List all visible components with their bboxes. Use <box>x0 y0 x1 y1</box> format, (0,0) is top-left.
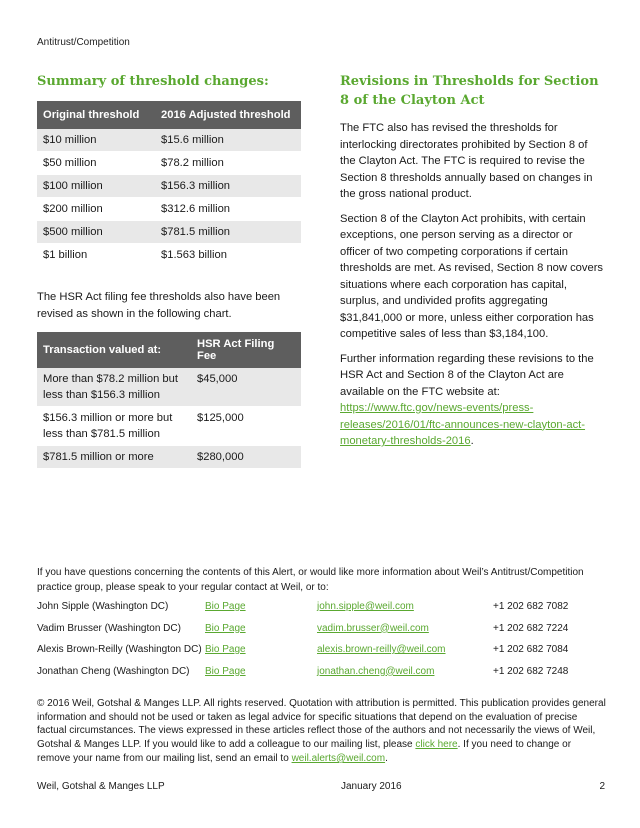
table-row <box>37 446 301 469</box>
legal-notice <box>37 697 607 766</box>
footer-firm-name: Weil, Gotshal & Manges LLP <box>37 781 165 792</box>
table-cell: $781.5 million or more <box>37 446 191 469</box>
table-cell: $50 million <box>37 152 155 175</box>
table-cell: More than $78.2 million but less than $156.3 million <box>37 368 191 407</box>
contact-row <box>37 623 607 645</box>
table-cell: $500 million <box>37 221 155 244</box>
contact-name: John Sipple (Washington DC) <box>37 601 169 612</box>
contact-intro: If you have questions concerning the contents of this Alert, or would like more information about Weil’s Antitrust/Competition practice group, please speak to your regular contact at Weil, or to: <box>37 567 584 593</box>
paragraph-section-8: Section 8 of the Clayton Act prohibits, with certain exceptions, one person serving as a director or officer of two competing corporations if certain thresholds are met. As revised, Section 8 now covers situations where each corporation has capital, surplus, and undivided profits aggregating $31,841,000 or more, unless either corporation has competitive sales of less than $3,184,100. <box>340 212 604 340</box>
clayton-act-title: Revisions in Thresholds for Section 8 of the Clayton Act <box>340 74 599 108</box>
threshold-table <box>37 101 301 267</box>
table-row <box>37 221 301 244</box>
left-column <box>37 72 301 469</box>
weil-alerts-email-link[interactable]: weil.alerts@weil.com <box>291 752 386 764</box>
table-cell: $312.6 million <box>155 198 301 221</box>
ftc-press-release-link[interactable]: https://www.ftc.gov/news-events/press-releases/2016/01/ftc-announces-new-clayton-act-monetary-thresholds-2016 <box>340 402 586 447</box>
table-cell: $45,000 <box>191 368 301 407</box>
col-header-original: Original threshold <box>37 101 155 129</box>
bio-page-link[interactable]: Bio Page <box>205 622 246 634</box>
table-cell: $78.2 million <box>155 152 301 175</box>
table-cell: $200 million <box>37 198 155 221</box>
col-header-adjusted: 2016 Adjusted threshold <box>155 101 301 129</box>
bio-page-link[interactable]: Bio Page <box>205 644 246 655</box>
filing-fee-table-header <box>37 332 301 368</box>
filing-fee-table <box>37 332 301 469</box>
col-header-transaction: Transaction valued at: <box>37 332 191 368</box>
table-cell: $100 million <box>37 175 155 198</box>
email-link[interactable]: john.sipple@weil.com <box>317 601 414 612</box>
table-cell: $1.563 billion <box>155 244 301 267</box>
footer-date: January 2016 <box>341 781 402 792</box>
table-row <box>37 407 301 446</box>
table-cell: $15.6 million <box>155 129 301 152</box>
col-header-fee: HSR Act Filing Fee <box>191 332 301 368</box>
contact-row <box>37 601 607 623</box>
further-info-text: Further information regarding these revisions to the HSR Act and Section 8 of the Clayton Act are available on the FTC website at: <box>340 352 594 398</box>
phone-number: +1 202 682 7082 <box>493 601 569 612</box>
table-row <box>37 368 301 407</box>
table-row <box>37 175 301 198</box>
email-link[interactable]: vadim.brusser@weil.com <box>317 622 429 634</box>
contact-row <box>37 644 607 666</box>
table-row <box>37 152 301 175</box>
paragraph-further-info <box>340 351 604 450</box>
legal-text-2: . If you need to change or remove your name from our mailing list, send an email to <box>37 739 572 764</box>
contact-list <box>37 601 607 687</box>
fee-intro-paragraph: The HSR Act filing fee thresholds also have been revised as shown in the following chart. <box>37 291 281 320</box>
click-here-link[interactable]: click here <box>415 739 458 751</box>
bio-page-link[interactable]: Bio Page <box>205 601 246 612</box>
table-cell: $125,000 <box>191 407 301 446</box>
summary-title: Summary of threshold changes: <box>37 74 269 89</box>
email-link[interactable]: jonathan.cheng@weil.com <box>317 665 435 677</box>
table-cell: $1 billion <box>37 244 155 267</box>
legal-text-1: © 2016 Weil, Gotshal & Manges LLP. All rights reserved. Quotation with attribution is permitted. This publication provides general information and should not be used or taken as legal advice for specific situations that depend on the evaluation of precise factual circumstances. The views expressed in these articles reflect those of the authors and not necessarily the views of Weil, Gotshal & Manges LLP. If you would like to add a colleague to our mailing list, please <box>37 698 606 751</box>
legal-text-3: . <box>385 752 388 764</box>
paragraph-ftc-revision: The FTC also has revised the thresholds for interlocking directorates prohibited by Section 8 of the Clayton Act. The FTC is required to revise the Section 8 thresholds annually based on changes in the gross national product. <box>340 122 593 200</box>
email-link[interactable]: alexis.brown-reilly@weil.com <box>317 644 446 655</box>
threshold-table-header <box>37 101 301 129</box>
contact-name: Vadim Brusser (Washington DC) <box>37 622 181 634</box>
contact-name: Jonathan Cheng (Washington DC) <box>37 665 190 677</box>
page-header-section: Antitrust/Competition <box>37 37 130 48</box>
bio-page-link[interactable]: Bio Page <box>205 665 246 677</box>
page-number: 2 <box>599 781 605 792</box>
phone-number: +1 202 682 7224 <box>493 622 569 634</box>
right-column <box>340 72 604 458</box>
contact-row <box>37 666 607 688</box>
phone-number: +1 202 682 7084 <box>493 644 569 655</box>
table-row <box>37 244 301 267</box>
contact-name: Alexis Brown-Reilly (Washington DC) <box>37 644 202 655</box>
further-info-end: . <box>470 435 474 447</box>
table-row <box>37 198 301 221</box>
table-cell: $280,000 <box>191 446 301 469</box>
table-cell: $156.3 million <box>155 175 301 198</box>
table-cell: $781.5 million <box>155 221 301 244</box>
table-cell: $156.3 million or more but less than $781.5 million <box>37 407 191 446</box>
table-row <box>37 129 301 152</box>
table-cell: $10 million <box>37 129 155 152</box>
phone-number: +1 202 682 7248 <box>493 665 569 677</box>
